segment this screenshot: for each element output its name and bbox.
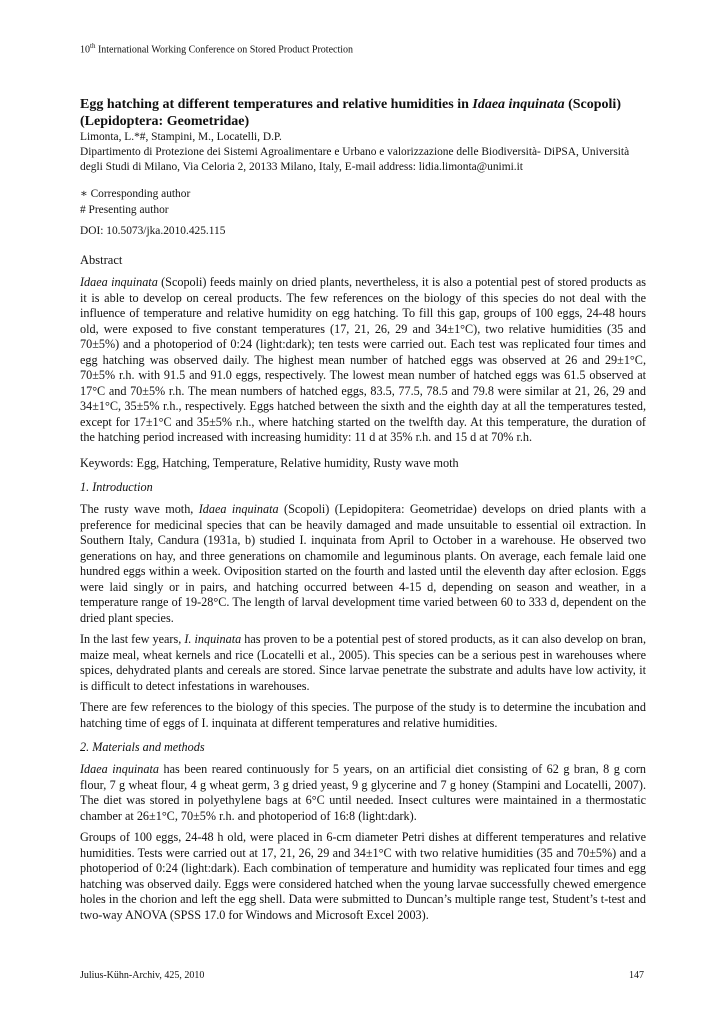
keywords: Keywords: Egg, Hatching, Temperature, Relative humidity, Rusty wave moth <box>80 455 459 470</box>
affiliation: Dipartimento di Protezione dei Sistemi Agroalimentare e Urbano e valorizzazione delle Biodiversità- DiPSA, Università degli Studi di Milano, Via Celoria 2, 20133 Milano, Italy, E-mail address: lidia.limonta@unimi.it <box>80 146 630 173</box>
corresponding-author-note: ∗ Corresponding author <box>80 188 191 200</box>
intro-p1-a: The rusty wave moth, <box>80 502 199 516</box>
article-body <box>80 96 646 923</box>
abstract-paragraph <box>80 275 646 446</box>
intro-p1-species: Idaea inquinata <box>198 502 279 516</box>
methods-p1-species: Idaea inquinata <box>80 762 159 776</box>
methods-p1-b: has been reared continuously for 5 years, on an artificial diet consisting of 62 g bran, 8 g corn flour, 7 g wheat flour, 4 g wheat germ, 3 g dried yeast, 9 g glycerine and 7 g honey (Stampini and Locatelli, 2007). The diet was stored in polyethylene bags at 6°C until needed. Insect cultures were maintained in a thermostatic chamber at 26±1°C, 70±5% r.h. and photoperiod of 16:8 (light:dark). <box>80 762 646 823</box>
page-number: 147 <box>629 970 644 981</box>
methods-paragraph-1 <box>80 762 646 824</box>
footer-journal: Julius-Kühn-Archiv, 425, 2010 <box>80 970 205 981</box>
presenting-author-note: # Presenting author <box>80 203 169 216</box>
header-ordinal-suffix: th <box>90 42 96 50</box>
title-part1: Egg hatching at different temperatures and relative humidities in <box>80 97 473 112</box>
intro-paragraph-3: There are few references to the biology of this species. The purpose of the study is to determine the incubation and hatching time of eggs of I. inquinata at different temperatures and relative humidities. <box>80 700 646 730</box>
intro-paragraph-2 <box>80 632 646 694</box>
running-header <box>80 42 353 55</box>
intro-p1-b: (Scopoli) (Lepidopitera: Geometridae) develops on dried plants with a preference for medicinal species that can be heavily damaged and made unsuitable to essential oil extraction. In Southern Italy, Candura (1931a, b) studied I. inquinata from April to October in a warehouse. He observed two generations on hay, and three generations on chamomile and leguminous plants. On average, each female laid one hundred eggs within a week. Oviposition started on the fourth and lasted until the eleventh day after eclosion. Eggs were laid singly or in pairs, and hatching occurred between 4-15 d, depending on season and weather, in a temperature range of 19-28°C. The length of larval development time varied between 60 to 333 d, dependent on the dried plant species. <box>80 502 646 625</box>
doi: DOI: 10.5073/jka.2010.425.115 <box>80 225 226 237</box>
article-title <box>80 96 646 130</box>
header-conference: International Working Conference on Stored Product Protection <box>95 44 354 56</box>
title-part2: (Scopoli) (Lepidoptera: Geometridae) <box>80 97 621 129</box>
intro-p2-a: In the last few years, <box>80 632 185 646</box>
intro-paragraph-1 <box>80 502 646 626</box>
author-notes <box>80 187 646 218</box>
intro-p2-species: I. inquinata <box>184 632 242 646</box>
abstract-heading: Abstract <box>80 253 123 267</box>
intro-heading: 1. Introduction <box>80 480 153 494</box>
abstract-species: Idaea inquinata <box>80 275 158 289</box>
authors: Limonta, L.*#, Stampini, M., Locatelli, D.P. <box>80 131 282 143</box>
methods-paragraph-2: Groups of 100 eggs, 24-48 h old, were placed in 6-cm diameter Petri dishes at different temperatures and relative humidities. Tests were carried out at 17, 21, 26, 29 and 34±1°C with two relative humidities (35 and 70±5%) and a photoperiod of 0:24 (light:dark). Each combination of temperature and humidity was replicated four times and egg hatching was observed daily. Eggs were considered hatched when the young larvae successfully chewed emergence holes in the chorion and left the egg shell. Data were submitted to Duncan’s multiple range test, Student’s t-test and two-way ANOVA (SPSS 17.0 for Windows and Microsoft Excel 2003). <box>80 830 646 922</box>
title-species: Idaea inquinata <box>472 97 565 112</box>
intro-p2-b: has proven to be a potential pest of stored products, as it can also develop on bran, maize meal, wheat kernels and rice (Locatelli et al., 2005). This species can be a serious pest in warehouses where spices, dehydrated plants and cereals are stored. Since larvae penetrate the substrate and adults have low activity, it is difficult to detect infestations in warehouses. <box>80 632 647 693</box>
abstract-text: (Scopoli) feeds mainly on dried plants, nevertheless, it is also a potential pest of stored products as it is able to develop on cereal products. The few references on the biology of this species do not deal with the influence of temperature and relative humidity on egg hatching. To fill this gap, groups of 100 eggs, 24-48 hours old, were exposed to five constant temperatures (17, 21, 26, 29 and 34±1°C), two relative humidities (35 and 70±5%) and a photoperiod of 0:24 (light:dark); ten tests were carried out. Each test was replicated four times and egg hatching was observed daily. The highest mean number of hatched eggs was observed at 26 and 29±1°C, 70±5% r.h. with 91.5 and 91.0 eggs, respectively. The lowest mean number of hatched eggs was 61.5 observed at 17°C and 70±5% r.h. The mean numbers of hatched eggs, 83.5, 77.5, 78.5 and 79.8 were similar at 21, 26, 29 and 34±1°C, 35±5% r.h., respectively. Eggs hatched between the sixth and the eighth day at all the temperatures tested, except for 17±1°C and 35±5% r.h., where hatching started on the twelfth day. At this temperature, the duration of the hatching period increased with increasing humidity: 11 d at 35% r.h. and 15 d at 70% r.h. <box>80 275 646 444</box>
header-ordinal: 10 <box>80 44 90 56</box>
methods-heading: 2. Materials and methods <box>80 740 205 754</box>
